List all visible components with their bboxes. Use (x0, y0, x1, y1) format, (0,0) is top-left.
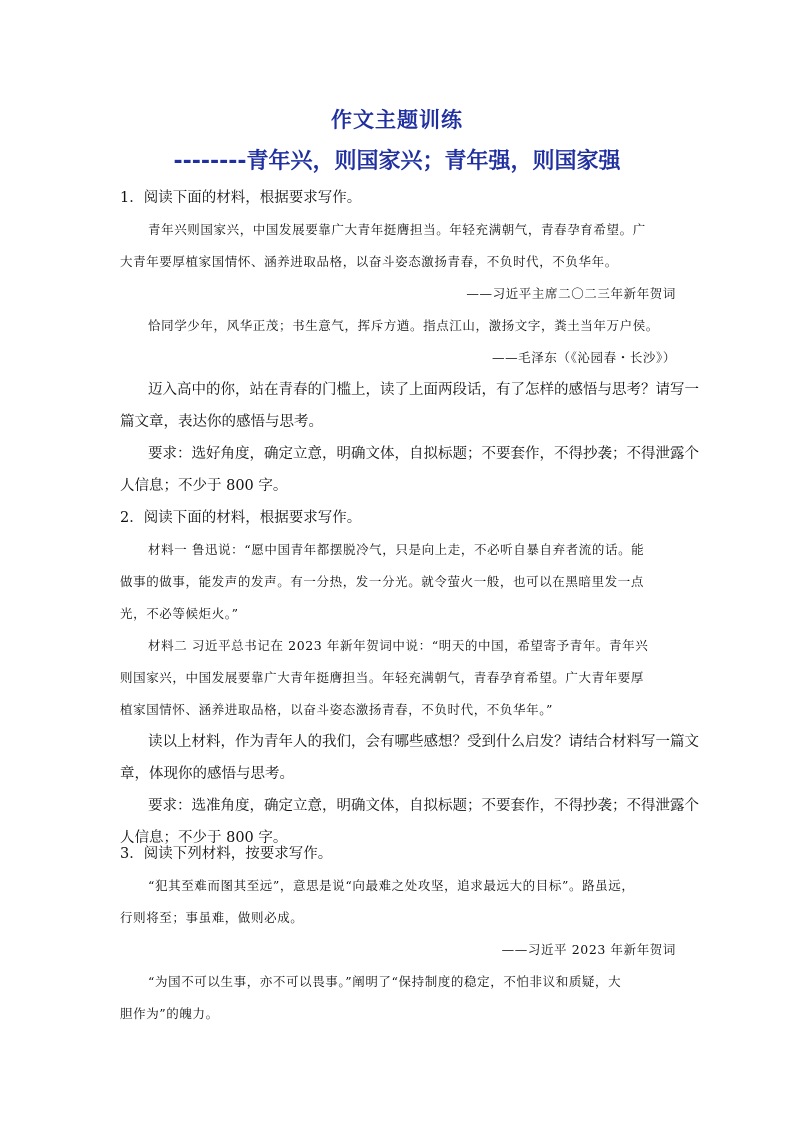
q3-material-1-source: ——习近平 2023 年新年贺词 (501, 942, 676, 957)
q2-requirements-line-1: 要求：选准角度，确定立意，明确文体，自拟标题；不要套作，不得抄袭；不得泄露个 (148, 798, 699, 814)
q2-material-2-line-1: 材料二 习近平总书记在 2023 年新年贺词中说：“明天的中国，希望寄予青年。青年兴 (148, 638, 649, 653)
q1-material-2-source: ——毛泽东（《沁园春・长沙》） (491, 350, 676, 365)
question-3-heading: 3．阅读下列材料，按要求写作。 (120, 846, 333, 862)
question-1-heading: 1．阅读下面的材料，根据要求写作。 (120, 190, 362, 206)
question-3 (120, 838, 676, 1030)
q2-material-2-line-3: 植家国情怀、涵养进取品格，以奋斗姿态激扬青春，不负时代，不负华年。” (120, 702, 554, 717)
page-subtitle: --------青年兴，则国家兴；青年强，则国家强 (173, 149, 621, 174)
q2-material-1-line-1: 材料一 鲁迅说：“愿中国青年都摆脱冷气，只是向上走，不必听自暴自弃者流的话。能 (148, 542, 645, 557)
q3-material-1-line-1: “犯其至难而图其至远”，意思是说“向最难之处攻坚，追求最远大的目标”。路虽远， (148, 878, 635, 893)
question-2 (120, 502, 699, 854)
q1-material-2: 恰同学少年，风华正茂；书生意气，挥斥方遒。指点江山，激扬文字，粪土当年万户侯。 (148, 318, 659, 333)
q2-requirements-line-2: 人信息；不少于 800 字。 (120, 830, 288, 846)
q1-requirements-line-2: 人信息；不少于 800 字。 (120, 478, 288, 494)
q2-prompt-line-1: 读以上材料，作为青年人的我们，会有哪些感想？受到什么启发？请结合材料写一篇文 (148, 734, 699, 750)
q1-requirements-line-1: 要求：选好角度，确定立意，明确文体，自拟标题；不要套作，不得抄袭；不得泄露个 (148, 446, 699, 462)
q3-material-1-line-2: 行则将至；事虽难，做则必成。 (120, 910, 304, 925)
page-title: 作文主题训练 (331, 108, 463, 132)
q1-prompt-line-2: 篇文章，表达你的感悟与思考。 (120, 414, 323, 430)
q1-material-1-line-2: 大青年要厚植家国情怀、涵养进取品格，以奋斗姿态激扬青春，不负时代，不负华年。 (120, 254, 618, 269)
q3-material-2-line-1: “为国不可以生事，亦不可以畏事。”阐明了“保持制度的稳定，不怕非议和质疑，大 (148, 974, 622, 989)
q1-material-1-source: ——习近平主席二〇二三年新年贺词 (466, 286, 676, 301)
q3-material-2-line-2: 胆作为”的魄力。 (120, 1006, 219, 1021)
q2-material-1-line-3: 光，不必等候炬火。” (120, 606, 239, 621)
q2-material-1-line-2: 做事的做事，能发声的发声。有一分热，发一分光。就令萤火一般，也可以在黑暗里发一点 (120, 574, 645, 589)
q1-material-1-line-1: 青年兴则国家兴，中国发展要靠广大青年挺膺担当。年轻充满朝气，青春孕育希望。广 (148, 222, 646, 237)
question-2-heading: 2．阅读下面的材料，根据要求写作。 (120, 510, 362, 526)
question-1 (120, 182, 699, 502)
q2-prompt-line-2: 章，体现你的感悟与思考。 (120, 766, 294, 782)
q2-material-2-line-2: 则国家兴，中国发展要靠广大青年挺膺担当。年轻充满朝气，青春孕育希望。广大青年要厚 (120, 670, 645, 685)
q1-prompt-line-1: 迈入高中的你，站在青春的门槛上，读了上面两段话，有了怎样的感悟与思考？请写一 (148, 382, 699, 398)
